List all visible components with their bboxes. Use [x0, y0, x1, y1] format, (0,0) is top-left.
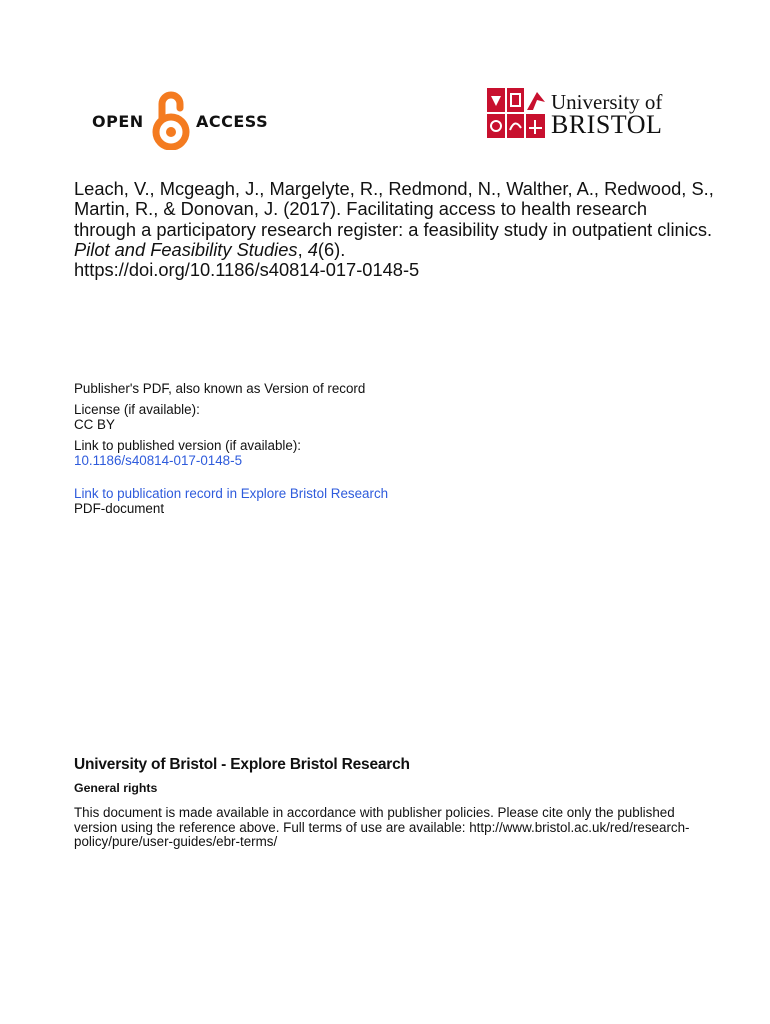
rights-subheading: General rights: [74, 781, 158, 795]
university-logo-line1: University of: [551, 90, 663, 114]
license-value: CC BY: [74, 417, 115, 432]
citation: Leach, V., Mcgeagh, J., Margelyte, R., Redmond, N., Walther, A., Redwood, S., Martin, R., & Donovan, J. (2017). Facilitating access to health research through a participatory research register: a feasibility study in outpatient clinics. Pilot and Feasibility Studies, 4(6). https://doi.org/10.1186/s40814-017-0148-5: [74, 178, 714, 281]
published-version-link[interactable]: 10.1186/s40814-017-0148-5: [74, 453, 243, 468]
general-rights-section: [74, 755, 714, 850]
bristol-crest-icon: [487, 88, 545, 138]
open-access-logo: [92, 88, 272, 150]
rights-body: This document is made available in accordance with publisher policies. Please cite only the published version using the reference above. Full terms of use are available: http://www.bristol.ac.uk/red/research-policy/pure/user-guides/ebr-terms/: [74, 805, 690, 849]
rights-heading: University of Bristol - Explore Bristol Research: [74, 756, 410, 773]
license-label: License (if available):: [74, 401, 200, 417]
open-access-word-access: ACCESS: [196, 112, 269, 131]
citation-authors-title: Leach, V., Mcgeagh, J., Margelyte, R., Redmond, N., Walther, A., Redwood, S., Martin, R., & Donovan, J. (2017). Facilitating access to health research through a participatory research register: a feasibility study in outpatient clinics.: [74, 178, 714, 240]
citation-issue: (6).: [317, 238, 346, 260]
citation-volume: 4: [307, 238, 318, 260]
citation-doi: https://doi.org/10.1186/s40814-017-0148-5: [74, 259, 420, 281]
document-type: PDF-document: [74, 501, 165, 516]
published-version-label: Link to published version (if available):: [74, 437, 302, 453]
open-lock-icon: [148, 88, 194, 150]
document-metadata: [74, 381, 714, 517]
university-logo-line2: BRISTOL: [551, 110, 663, 139]
publication-record-link[interactable]: Link to publication record in Explore Bristol Research: [74, 485, 389, 501]
university-of-bristol-logo: [487, 88, 687, 140]
version-statement: Publisher's PDF, also known as Version of record: [74, 381, 366, 396]
citation-journal: Pilot and Feasibility Studies: [74, 238, 298, 260]
open-access-word-open: OPEN: [92, 112, 144, 131]
